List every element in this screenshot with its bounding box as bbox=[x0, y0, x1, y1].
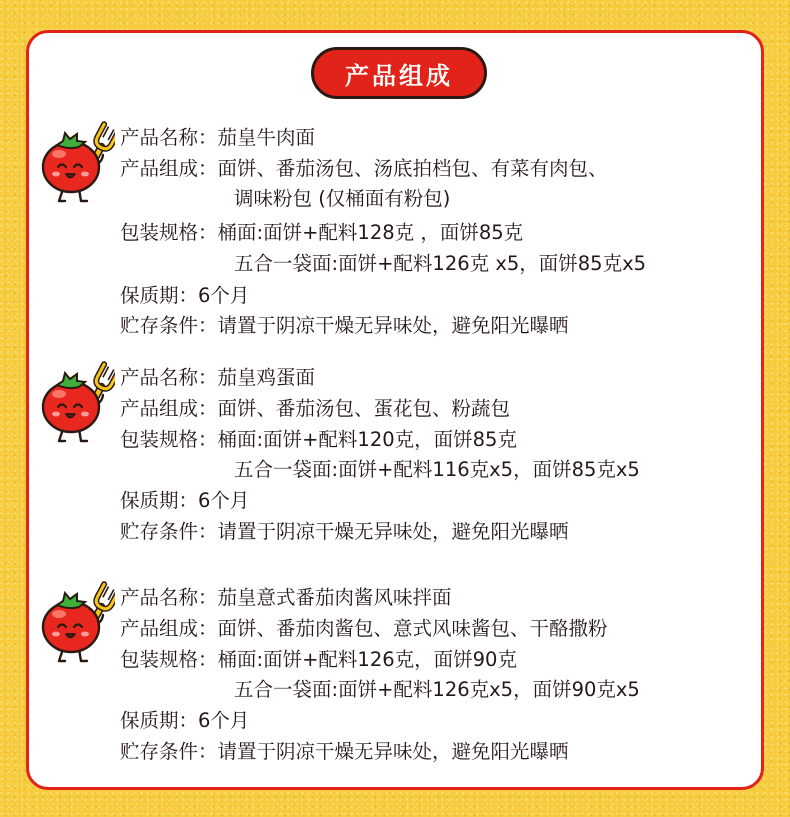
shelf-life-line: 保质期：6个月 bbox=[120, 489, 250, 512]
composition-cont-line: 调味粉包 (仅桶面有粉包) bbox=[234, 187, 451, 210]
composition-line: 产品组成：面饼、番茄汤包、汤底拍档包、有菜有肉包、 bbox=[120, 157, 608, 180]
page-title: 产品组成 bbox=[311, 47, 487, 99]
tomato-mascot-icon bbox=[39, 581, 115, 665]
packaging-cont-line: 五合一袋面:面饼+配料116克x5，面饼85克x5 bbox=[234, 458, 640, 481]
storage-line: 贮存条件：请置于阴凉干燥无异味处，避免阳光曝晒 bbox=[120, 520, 569, 543]
composition-line: 产品组成：面饼、番茄肉酱包、意式风味酱包、干酪撒粉 bbox=[120, 617, 608, 640]
tomato-mascot-icon bbox=[39, 121, 115, 205]
packaging-line: 包装规格：桶面:面饼+配料126克，面饼90克 bbox=[120, 648, 517, 671]
product-name-line: 产品名称：茄皇意式番茄肉酱风味拌面 bbox=[120, 586, 452, 609]
product-name-line: 产品名称：茄皇鸡蛋面 bbox=[120, 366, 316, 389]
shelf-life-line: 保质期：6个月 bbox=[120, 709, 250, 732]
packaging-line: 包装规格：桶面:面饼+配料120克，面饼85克 bbox=[120, 428, 517, 451]
storage-line: 贮存条件：请置于阴凉干燥无异味处，避免阳光曝晒 bbox=[120, 740, 569, 763]
composition-line: 产品组成：面饼、番茄汤包、蛋花包、粉蔬包 bbox=[120, 397, 511, 420]
packaging-cont-line: 五合一袋面:面饼+配料126克 x5，面饼85克x5 bbox=[234, 252, 647, 275]
product-name-line: 产品名称：茄皇牛肉面 bbox=[120, 126, 316, 149]
packaging-cont-line: 五合一袋面:面饼+配料126克x5，面饼90克x5 bbox=[234, 678, 640, 701]
storage-line: 贮存条件：请置于阴凉干燥无异味处，避免阳光曝晒 bbox=[120, 314, 569, 337]
shelf-life-line: 保质期：6个月 bbox=[120, 284, 250, 307]
packaging-line: 包装规格：桶面:面饼+配料128克 ，面饼85克 bbox=[120, 221, 524, 244]
tomato-mascot-icon bbox=[39, 361, 115, 445]
product-info-card bbox=[26, 30, 764, 790]
